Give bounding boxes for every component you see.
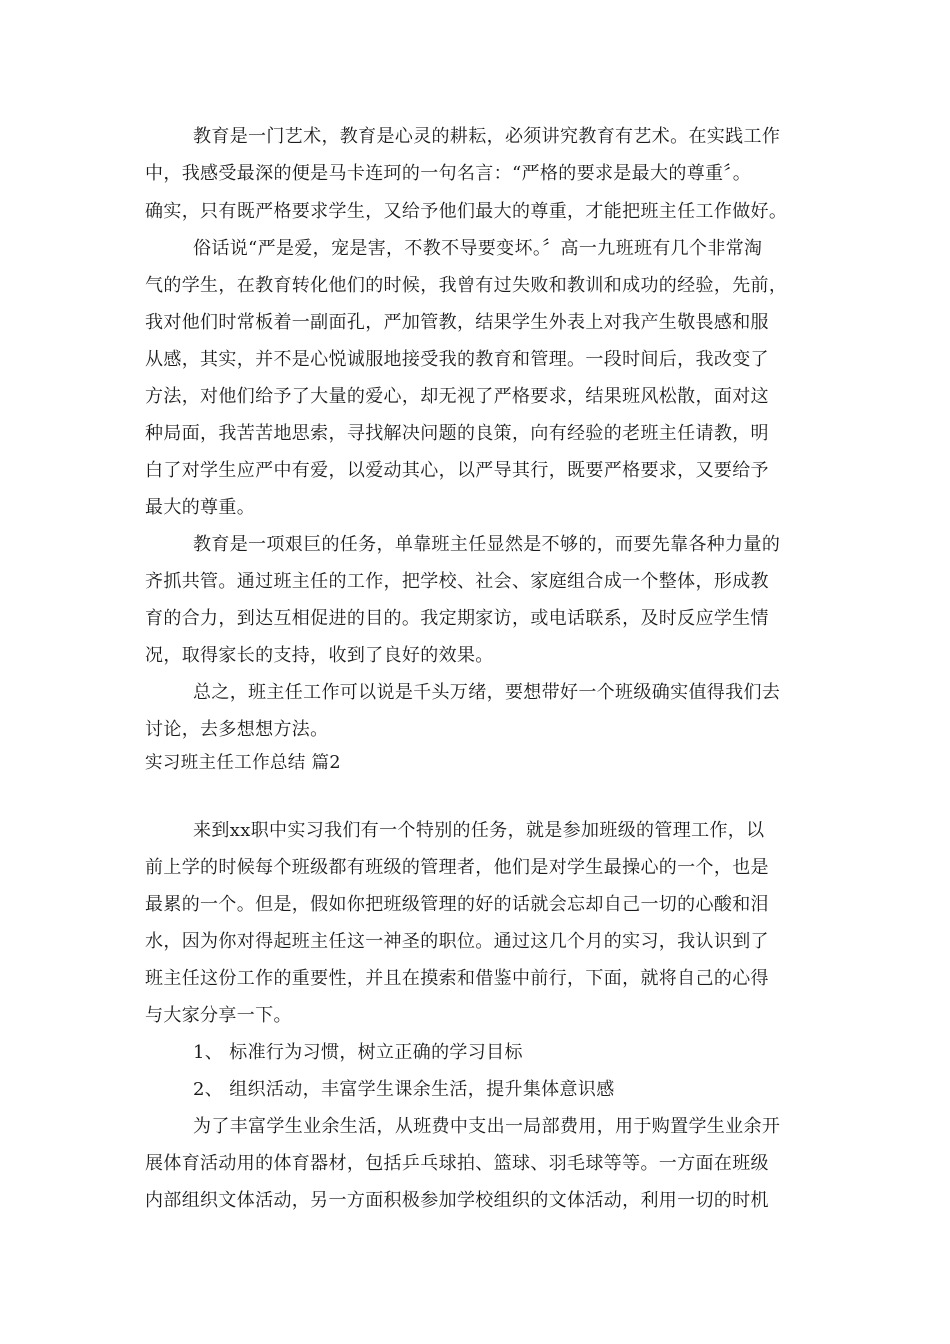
- text-line: 中，我感受最深的便是马卡连珂的一句名言：“严格的要求是最大的尊重〞。: [145, 163, 752, 184]
- text-line: 况，取得家长的支持，收到了良好的效果。: [145, 645, 494, 666]
- text-line: 教育是一项艰巨的任务，单靠班主任显然是不够的，而要先靠各种力量的: [193, 534, 781, 555]
- text-line: 种局面，我苦苦地思索，寻找解决问题的良策，向有经验的老班主任请教，明: [145, 423, 769, 444]
- list-item: 2、 组织活动，丰富学生课余生活，提升集体意识感: [193, 1079, 615, 1100]
- text-line: 方法，对他们给予了大量的爱心，却无视了严格要求，结果班风松散，面对这: [145, 386, 769, 407]
- text-line: 总之，班主任工作可以说是千头万绪，要想带好一个班级确实值得我们去: [193, 682, 781, 703]
- text-line: 我对他们时常板着一副面孔，严加管教，结果学生外表上对我产生敬畏感和服: [145, 312, 769, 333]
- section-heading: 实习班主任工作总结 篇2: [145, 753, 341, 773]
- text-line: 气的学生，在教育转化他们的时候，我曾有过失败和教训和成功的经验，先前，: [145, 275, 788, 296]
- text-line: 确实，只有既严格要求学生，又给予他们最大的尊重，才能把班主任工作做好。: [145, 201, 788, 222]
- text-line: 俗话说“严是爱，宠是害，不教不导要变坏。〞高一九班班有几个非常淘: [193, 238, 763, 259]
- text-line: 班主任这份工作的重要性，并且在摸索和借鉴中前行，下面，就将自己的心得: [145, 968, 769, 989]
- text-line: 与大家分享一下。: [145, 1005, 292, 1026]
- text-line: 育的合力，到达互相促进的目的。我定期家访，或电话联系，及时反应学生情: [145, 608, 769, 629]
- text-line: 内部组织文体活动，另一方面积极参加学校组织的文体活动，利用一切的时机: [145, 1190, 769, 1211]
- text-line: 前上学的时候每个班级都有班级的管理者，他们是对学生最操心的一个，也是: [145, 857, 769, 878]
- text-line: 讨论，去多想想方法。: [145, 719, 329, 740]
- text-line: 水，因为你对得起班主任这一神圣的职位。通过这几个月的实习，我认识到了: [145, 931, 769, 952]
- text-line: 从感，其实，并不是心悦诚服地接受我的教育和管理。一段时间后，我改变了: [145, 349, 769, 370]
- text-line: 展体育活动用的体育器材，包括乒乓球拍、篮球、羽毛球等等。一方面在班级: [145, 1153, 769, 1174]
- list-item: 1、 标准行为习惯，树立正确的学习目标: [193, 1042, 523, 1063]
- text-line: 来到xx职中实习我们有一个特别的任务，就是参加班级的管理工作，以: [193, 820, 765, 841]
- text-line: 最大的尊重。: [145, 497, 256, 518]
- text-line: 教育是一门艺术，教育是心灵的耕耘，必须讲究教育有艺术。在实践工作: [193, 126, 781, 147]
- text-line: 为了丰富学生业余生活，从班费中支出一局部费用，用于购置学生业余开: [193, 1116, 781, 1137]
- text-line: 白了对学生应严中有爱，以爱动其心，以严导其行，既要严格要求，又要给予: [145, 460, 769, 481]
- text-line: 齐抓共管。通过班主任的工作，把学校、社会、家庭组合成一个整体，形成教: [145, 571, 769, 592]
- text-line: 最累的一个。但是，假如你把班级管理的好的话就会忘却自己一切的心酸和泪: [145, 894, 769, 915]
